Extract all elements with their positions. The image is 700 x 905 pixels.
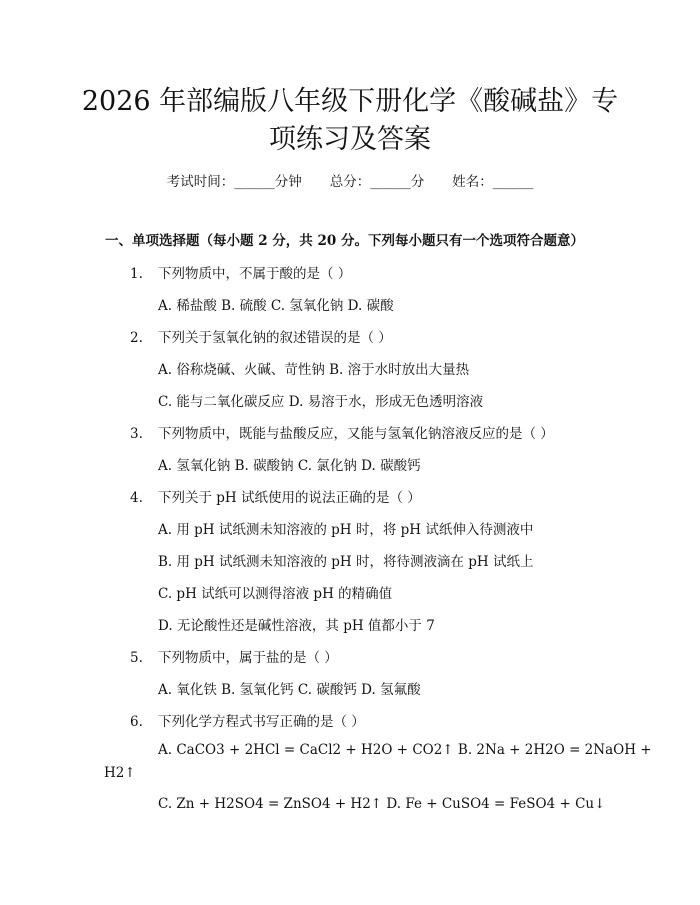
question-2-options-cd: C. 能与二氧化碳反应 D. 易溶于水，形成无色透明溶液 (158, 394, 484, 410)
question-4-option-b: B. 用 pH 试纸测未知溶液的 pH 时，将待测液滴在 pH 试纸上 (158, 554, 534, 570)
question-text: 下列化学方程式书写正确的是（ ） (158, 714, 365, 730)
question-3-options: A. 氢氧化钠 B. 碳酸钠 C. 氯化钠 D. 碳酸钙 (158, 458, 421, 474)
question-text: 下列物质中，不属于酸的是（ ） (158, 266, 352, 282)
question-2-options-ab: A. 俗称烧碱、火碱、苛性钠 B. 溶于水时放出大量热 (158, 362, 470, 378)
question-number: 4. (130, 490, 143, 506)
question-number: 1. (130, 266, 143, 282)
question-2 (130, 326, 392, 346)
question-4-option-c: C. pH 试纸可以测得溶液 pH 的精确值 (158, 586, 393, 602)
document-title-line-2: 项练习及答案 (269, 124, 431, 155)
question-4 (130, 486, 421, 506)
question-1-options: A. 稀盐酸 B. 硫酸 C. 氢氧化钠 D. 碳酸 (158, 298, 394, 314)
section-heading-single-choice: 一、单项选择题（每小题 2 分，共 20 分。下列每小题只有一个选项符合题意） (105, 233, 584, 249)
question-3 (130, 422, 554, 442)
question-6-options-cd: C. Zn + H2SO4 = ZnSO4 + H2↑ D. Fe + CuSO4 = FeSO4 + Cu↓ (158, 796, 606, 812)
question-text: 下列物质中，既能与盐酸反应，又能与氢氧化钠溶液反应的是（ ） (158, 426, 554, 442)
question-text: 下列关于氢氧化钠的叙述错误的是（ ） (158, 330, 392, 346)
question-5-options: A. 氧化铁 B. 氢氧化钙 C. 碳酸钙 D. 氢氟酸 (158, 682, 421, 698)
question-6-options-ab: A. CaCO3 + 2HCl = CaCl2 + H2O + CO2↑ B. 2Na + 2H2O = 2NaOH + (158, 742, 652, 758)
document-title-line-1: 2026 年部编版八年级下册化学《酸碱盐》专 (81, 86, 619, 117)
question-number: 5. (130, 650, 143, 666)
question-number: 3. (130, 426, 143, 442)
question-number: 2. (130, 330, 143, 346)
exam-meta (0, 170, 700, 190)
question-1 (130, 262, 351, 282)
exam-time-field: 考试时间：______分钟 (166, 174, 302, 190)
question-4-option-a: A. 用 pH 试纸测未知溶液的 pH 时，将 pH 试纸伸入待测液中 (158, 522, 534, 538)
question-6-options-ab-continued: H2↑ (104, 765, 136, 781)
question-4-option-d: D. 无论酸性还是碱性溶液，其 pH 值都小于 7 (158, 618, 435, 634)
total-score-field: 总分：______分 (329, 174, 425, 190)
question-6 (130, 710, 365, 730)
name-field: 姓名：______ (452, 174, 534, 190)
question-text: 下列关于 pH 试纸使用的说法正确的是（ ） (158, 490, 421, 506)
question-5 (130, 646, 338, 666)
question-text: 下列物质中，属于盐的是（ ） (158, 650, 338, 666)
question-number: 6. (130, 714, 143, 730)
